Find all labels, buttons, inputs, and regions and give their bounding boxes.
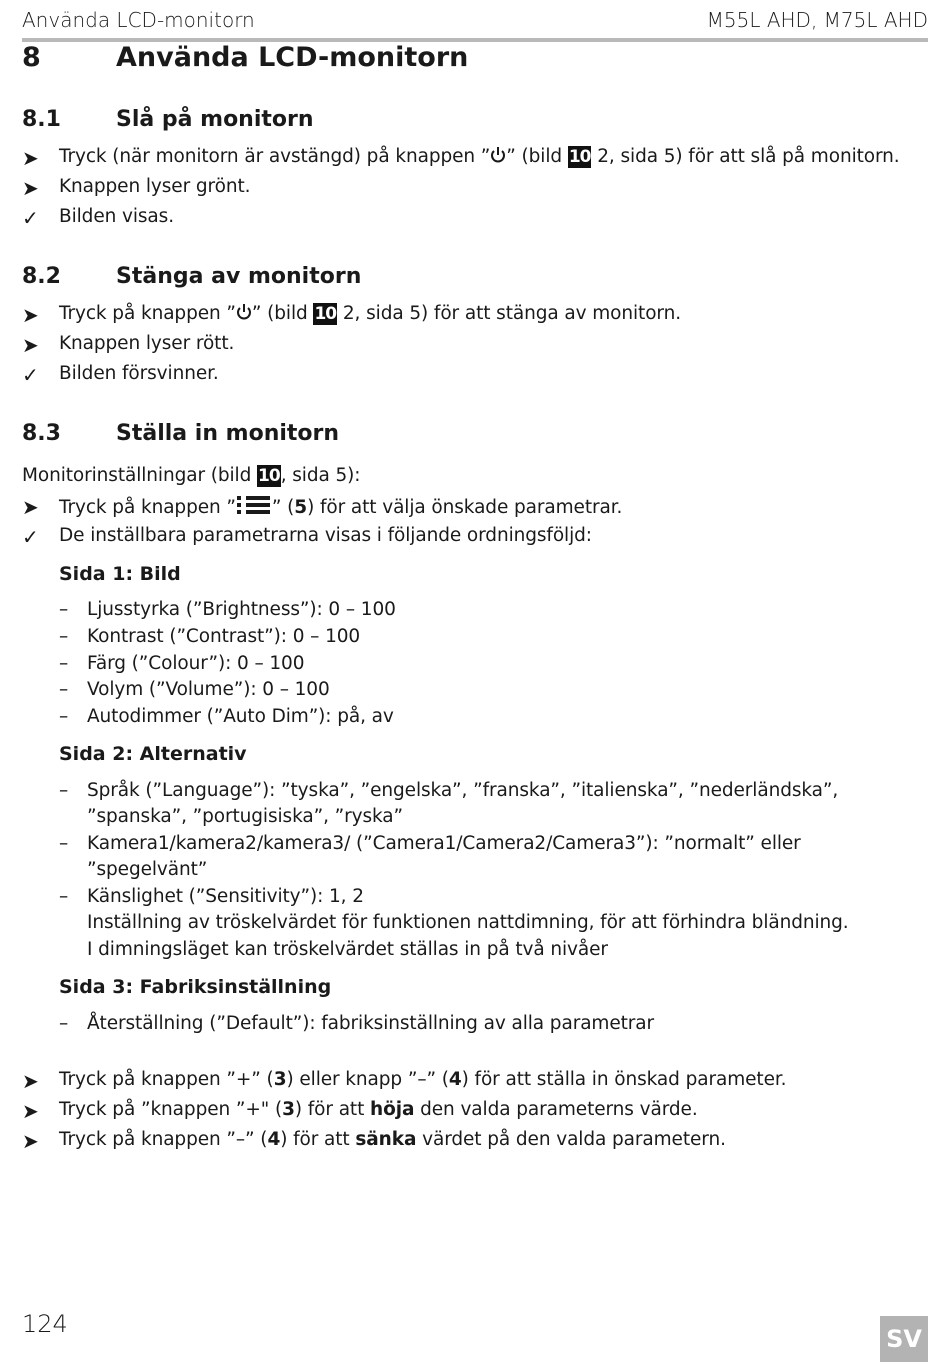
language-badge: SV [880, 1316, 928, 1362]
section-heading-8-3 [22, 421, 339, 446]
text: ” ( [271, 497, 295, 518]
action-marker: ➤ [22, 146, 39, 170]
dash-marker: – [59, 626, 69, 647]
page-header [22, 6, 928, 36]
list-item: Språk (”Language”): ”tyska”, ”engelska”, ”franska”, ”italienska”, ”nederländska”, [87, 780, 839, 801]
menu-icon [236, 495, 272, 515]
list-item: Känslighet (”Sensitivity”): 1, 2 [87, 886, 364, 907]
key-number: 3 [282, 1099, 295, 1120]
section-number: 8.2 [22, 264, 61, 289]
section-title: Slå på monitorn [116, 107, 314, 132]
instruction-line: Knappen lyser rött. [59, 333, 235, 354]
key-number: 3 [273, 1069, 287, 1090]
text: Tryck (när monitorn är avstängd) på knappen ” [59, 146, 491, 167]
section-title: Ställa in monitorn [116, 421, 340, 446]
chapter-title: Använda LCD-monitorn [116, 42, 469, 73]
text: Tryck på ”knappen ”+" ( [59, 1099, 283, 1120]
text: 2, sida 5) för att slå på monitorn. [591, 146, 900, 167]
action-marker: ➤ [22, 1099, 39, 1123]
list-item: Kontrast (”Contrast”): 0 – 100 [87, 626, 361, 647]
action-marker: ➤ [22, 333, 39, 357]
action-marker: ➤ [22, 176, 39, 200]
figure-reference-badge: 10 [314, 304, 337, 324]
figure-reference-badge: 10 [568, 147, 591, 167]
power-icon [236, 303, 252, 321]
action-marker: ➤ [22, 495, 39, 519]
dash-marker: – [59, 833, 69, 854]
chapter-number: 8 [22, 42, 41, 73]
list-item: Kamera1/kamera2/kamera3/ (”Camera1/Camera2/Camera3”): ”normalt” eller [87, 833, 801, 854]
result-line: Bilden visas. [59, 206, 174, 227]
list-item-continuation: ”spegelvänt” [87, 859, 208, 880]
text: ” (bild [506, 146, 568, 167]
list-item-continuation: Inställning av tröskelvärdet för funktionen nattdimning, för att förhindra bländning. [87, 912, 849, 933]
result-line: De inställbara parametrarna visas i följande ordningsföljd: [59, 525, 592, 546]
dash-marker: – [59, 706, 69, 727]
text: ) för att välja önskade parametrar. [307, 497, 623, 518]
chapter-heading [22, 42, 468, 73]
text: Tryck på knappen ”+” ( [59, 1069, 274, 1090]
dash-marker: – [59, 599, 69, 620]
section-number: 8.1 [22, 107, 61, 132]
list-item: Volym (”Volume”): 0 – 100 [87, 679, 330, 700]
header-chapter-title: Använda LCD-monitorn [22, 8, 255, 32]
instruction-line [59, 146, 900, 168]
text: Tryck på knappen ” [59, 303, 236, 324]
section-heading-8-1 [22, 107, 314, 132]
key-number: 5 [294, 497, 308, 518]
page-number: 124 [22, 1310, 68, 1338]
text: ) för att ställa in önskad parameter. [461, 1069, 787, 1090]
result-marker: ✓ [22, 206, 39, 230]
power-icon [490, 146, 506, 164]
header-model-names: M55L AHD, M75L AHD [706, 8, 928, 32]
list-item: Autodimmer (”Auto Dim”): på, av [87, 706, 394, 727]
key-number: 4 [267, 1129, 281, 1150]
text: 2, sida 5) för att stänga av monitorn. [337, 303, 682, 324]
list-item-continuation: ”spanska”, ”portugisiska”, ”ryska” [87, 806, 404, 827]
section-heading-8-2 [22, 264, 361, 289]
instruction-line [59, 303, 681, 325]
subheading-page-2: Sida 2: Alternativ [59, 743, 247, 765]
result-marker: ✓ [22, 363, 39, 387]
text: Tryck på knappen ”–” ( [59, 1129, 268, 1150]
result-line: Bilden försvinner. [59, 363, 219, 384]
action-marker: ➤ [22, 1129, 39, 1153]
list-item: Ljusstyrka (”Brightness”): 0 – 100 [87, 599, 396, 620]
emphasis: höja [370, 1099, 415, 1120]
list-item: Återställning (”Default”): fabriksinställning av alla parametrar [87, 1013, 655, 1034]
text: den valda parameterns värde. [414, 1099, 698, 1120]
instruction-line [59, 1099, 698, 1120]
instruction-line [59, 1129, 726, 1150]
dash-marker: – [59, 653, 69, 674]
text: ) för att [280, 1129, 356, 1150]
result-marker: ✓ [22, 525, 39, 549]
key-number: 4 [448, 1069, 462, 1090]
section-number: 8.3 [22, 421, 61, 446]
instruction-line [59, 1069, 786, 1090]
dash-marker: – [59, 679, 69, 700]
action-marker: ➤ [22, 303, 39, 327]
instruction-line: Knappen lyser grönt. [59, 176, 251, 197]
list-item: Färg (”Colour”): 0 – 100 [87, 653, 305, 674]
text: , sida 5): [280, 465, 361, 486]
text: Monitorinställningar (bild [22, 465, 258, 486]
text: ) eller knapp ”–” ( [286, 1069, 449, 1090]
instruction-line [59, 495, 622, 518]
subheading-page-1: Sida 1: Bild [59, 563, 181, 585]
dash-marker: – [59, 886, 69, 907]
text: värdet på den valda parametern. [416, 1129, 726, 1150]
text: ” (bild [251, 303, 314, 324]
subheading-page-3: Sida 3: Fabriksinställning [59, 976, 332, 998]
section-title: Stänga av monitorn [116, 264, 362, 289]
list-item-continuation: I dimningsläget kan tröskelvärdet ställas in på två nivåer [87, 939, 608, 960]
text: ) för att [294, 1099, 371, 1120]
intro-line [22, 465, 360, 487]
text: Tryck på knappen ” [59, 497, 236, 518]
emphasis: sänka [355, 1129, 417, 1150]
action-marker: ➤ [22, 1069, 39, 1093]
figure-reference-badge: 10 [258, 466, 280, 486]
dash-marker: – [59, 1013, 69, 1034]
dash-marker: – [59, 780, 69, 801]
